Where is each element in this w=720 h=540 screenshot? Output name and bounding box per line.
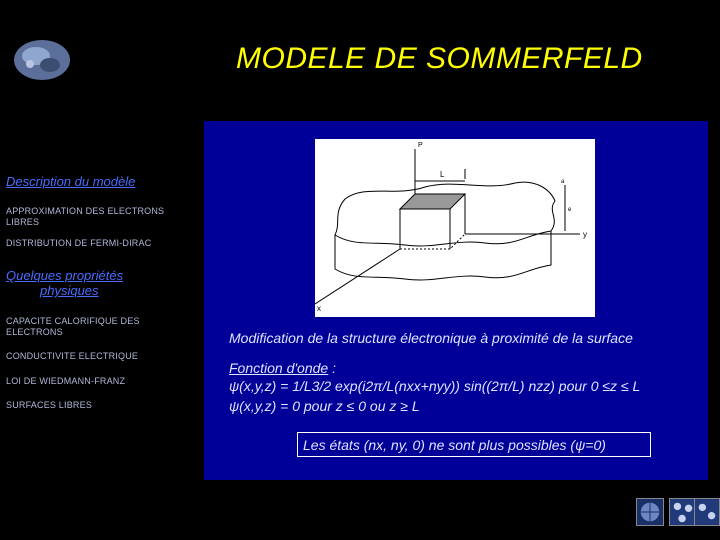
planet-logo xyxy=(12,38,72,82)
label-l: L xyxy=(440,170,445,179)
nav-item-conductivite[interactable]: CONDUCTIVITE ELECTRIQUE xyxy=(6,351,139,361)
nav-proprietes-physiques[interactable] xyxy=(6,268,123,298)
surface-slab-diagram xyxy=(315,139,595,317)
nav-item-approximation[interactable]: APPROXIMATION DES ELECTRONS LIBRES xyxy=(6,206,165,227)
nav-proprietes-line2: physiques xyxy=(40,283,99,298)
label-y: y xyxy=(583,230,587,239)
page-title: MODELE DE SOMMERFELD xyxy=(236,42,643,75)
atom-button-2[interactable] xyxy=(694,498,720,526)
boxed-note: Les états (nx, ny, 0) ne sont plus possibles (ψ=0) xyxy=(297,432,651,457)
nav-item-surfaces-libres[interactable]: SURFACES LIBRES xyxy=(6,400,93,410)
equation-1: ψ(x,y,z) = 1/L3/2 exp(i2π/L(nxx+nyy)) sin((2π/L) nzz) pour 0 ≤z ≤ L xyxy=(229,378,641,394)
equation-2: ψ(x,y,z) = 0 pour z ≤ 0 ou z ≥ L xyxy=(229,398,420,414)
nav-description-modele[interactable]: Description du modèle xyxy=(6,174,136,189)
atom-button[interactable] xyxy=(669,498,697,526)
globe-button[interactable] xyxy=(636,498,664,526)
fonction-onde-heading xyxy=(229,360,336,376)
fonction-onde-suffix: : xyxy=(328,360,336,376)
fonction-onde-label: Fonction d'onde xyxy=(229,360,329,376)
label-a: a xyxy=(561,179,565,185)
nav-item-capacite[interactable]: CAPACITE CALORIFIQUE DES ELECTRONS xyxy=(6,316,140,337)
nav-item-fermi-dirac[interactable]: DISTRIBUTION DE FERMI-DIRAC xyxy=(6,238,152,248)
label-x: x xyxy=(317,304,321,313)
nav-proprietes-line1: Quelques propriétés xyxy=(6,268,124,283)
nav-item-wiedmann-franz[interactable]: LOI DE WIEDMANN-FRANZ xyxy=(6,376,126,386)
label-p: P xyxy=(418,142,423,149)
figure-caption: Modification de la structure électronique à proximité de la surface xyxy=(229,330,633,346)
label-e: e xyxy=(568,207,572,213)
